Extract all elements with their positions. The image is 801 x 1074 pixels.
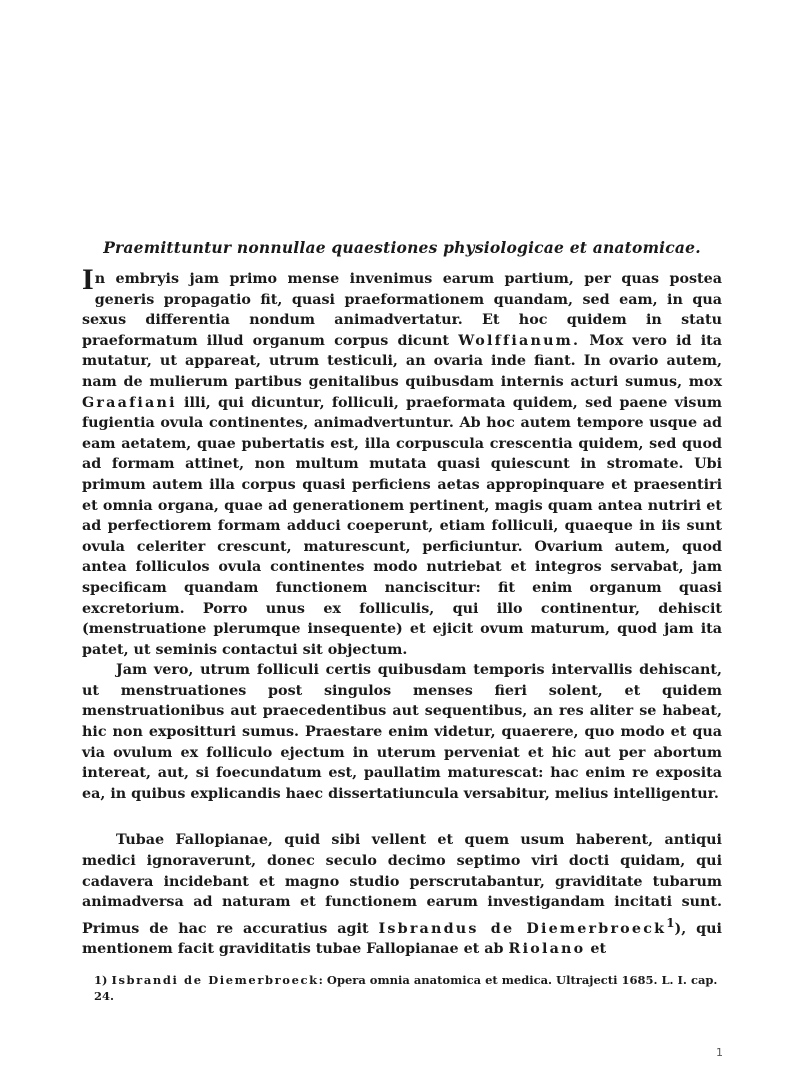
footnote-text: : Opera omnia anatomica et medica. Ultrajecti 1685. L. I. cap. 24. <box>94 972 718 1003</box>
footnote-number: 1) <box>94 972 108 987</box>
paragraph-3 <box>82 830 722 959</box>
name-diemerbroeck: Isbrandus de Diemerbroeck <box>378 920 667 937</box>
section-heading: Praemittuntur nonnullae quaestiones physiologicae et anatomicae. <box>103 238 701 257</box>
drop-cap: I <box>82 263 94 296</box>
footnote-author: Isbrandi de Diemerbroeck <box>111 972 319 987</box>
name-graafiani: Graafiani <box>82 394 177 411</box>
p1-text-b: Mox vero id ita mutatur, ut appareat, utrum testiculi, an ovaria inde fiant. In ovario autem, nam de mulierum partibus genitalibus quibusdam internis acturi sumus, mox <box>82 332 722 390</box>
p1-text-c: illi, qui dicuntur, folliculi, praeformata quidem, sed paene visum fugientia ovula continentes, animadvertuntur. Ab hoc autem tempore usque ad eam aetatem, quae pubertatis est, illa corpuscula crescentia quidem, sed quod ad formam attinet, non multum mutata quasi quiescunt in stromate. Ubi primum autem illa corpus quasi perficiens aetas appropinquare et praesentiri et omnia organa, quae ad generationem pertinent, magis quam antea nutriri et ad perfectiorem formam adduci coeperunt, etiam folliculi, quaeque in iis sunt ovula celeriter crescunt, maturescunt, perficiuntur. Ovarium autem, quod antea folliculos ovula continentes modo nutriebat et integros servabat, jam specificam quandam functionem nanciscitur: fit enim organum quasi excretorium. Porro unus ex folliculis, qui illo continentur, dehiscit (menstruatione plerumque insequente) et ejicit ovum maturum, quod jam ita patet, ut seminis contactui sit objectum. <box>82 394 722 658</box>
p3-text-a: Tubae Fallopianae, quid sibi vellent et quem usum haberent, antiqui medici ignoraverunt, donec seculo decimo septimo viri docti quidam, qui cadavera incidebant et magno studio perscrutabantur, graviditate tubarum animadversa ad naturam et functionem earum investigandam incitati sunt. Primus de hac re accuratius agit <box>82 832 722 937</box>
p1-text-a: n embryis jam primo mense invenimus earum partium, per quas postea generis propagatio fit, quasi praeformationem quandam, sed eam, in qua sexus differentia nondum animadvertatur. Et hoc quidem in statu praeformatum illud organum corpus dicunt <box>82 271 722 349</box>
paragraph-2: Jam vero, utrum folliculi certis quibusdam temporis intervallis dehiscant, ut menstruationes post singulos menses fieri solent, et quidem menstruationibus aut praecedentibus aut sequentibus, an res aliter se habeat, hic non expositturi sumus. Praestare enim videtur, quaerere, quo modo et qua via ovulum ex folliculo ejectum in uterum perveniat et hic aut per abortum intereat, aut, si foecundatum est, paullatim maturescat: hac enim re exposita ea, in quibus explicandis haec dissertatiuncula versabitur, melius intelligentur. <box>82 662 722 802</box>
name-riolano: Riolano <box>508 941 586 958</box>
paragraph-1 <box>82 263 722 660</box>
footnote-ref: 1 <box>666 915 675 930</box>
page-body <box>82 238 722 1004</box>
name-wolffianum: Wolffianum. <box>458 332 581 349</box>
signature-mark: 1 <box>716 1046 723 1059</box>
section-gap <box>82 804 722 830</box>
footnote <box>82 972 722 1004</box>
p3-text-b: ), qui mentionem facit graviditatis tubae Fallopianae et ab <box>82 920 722 958</box>
p3-text-c: et <box>585 941 607 958</box>
